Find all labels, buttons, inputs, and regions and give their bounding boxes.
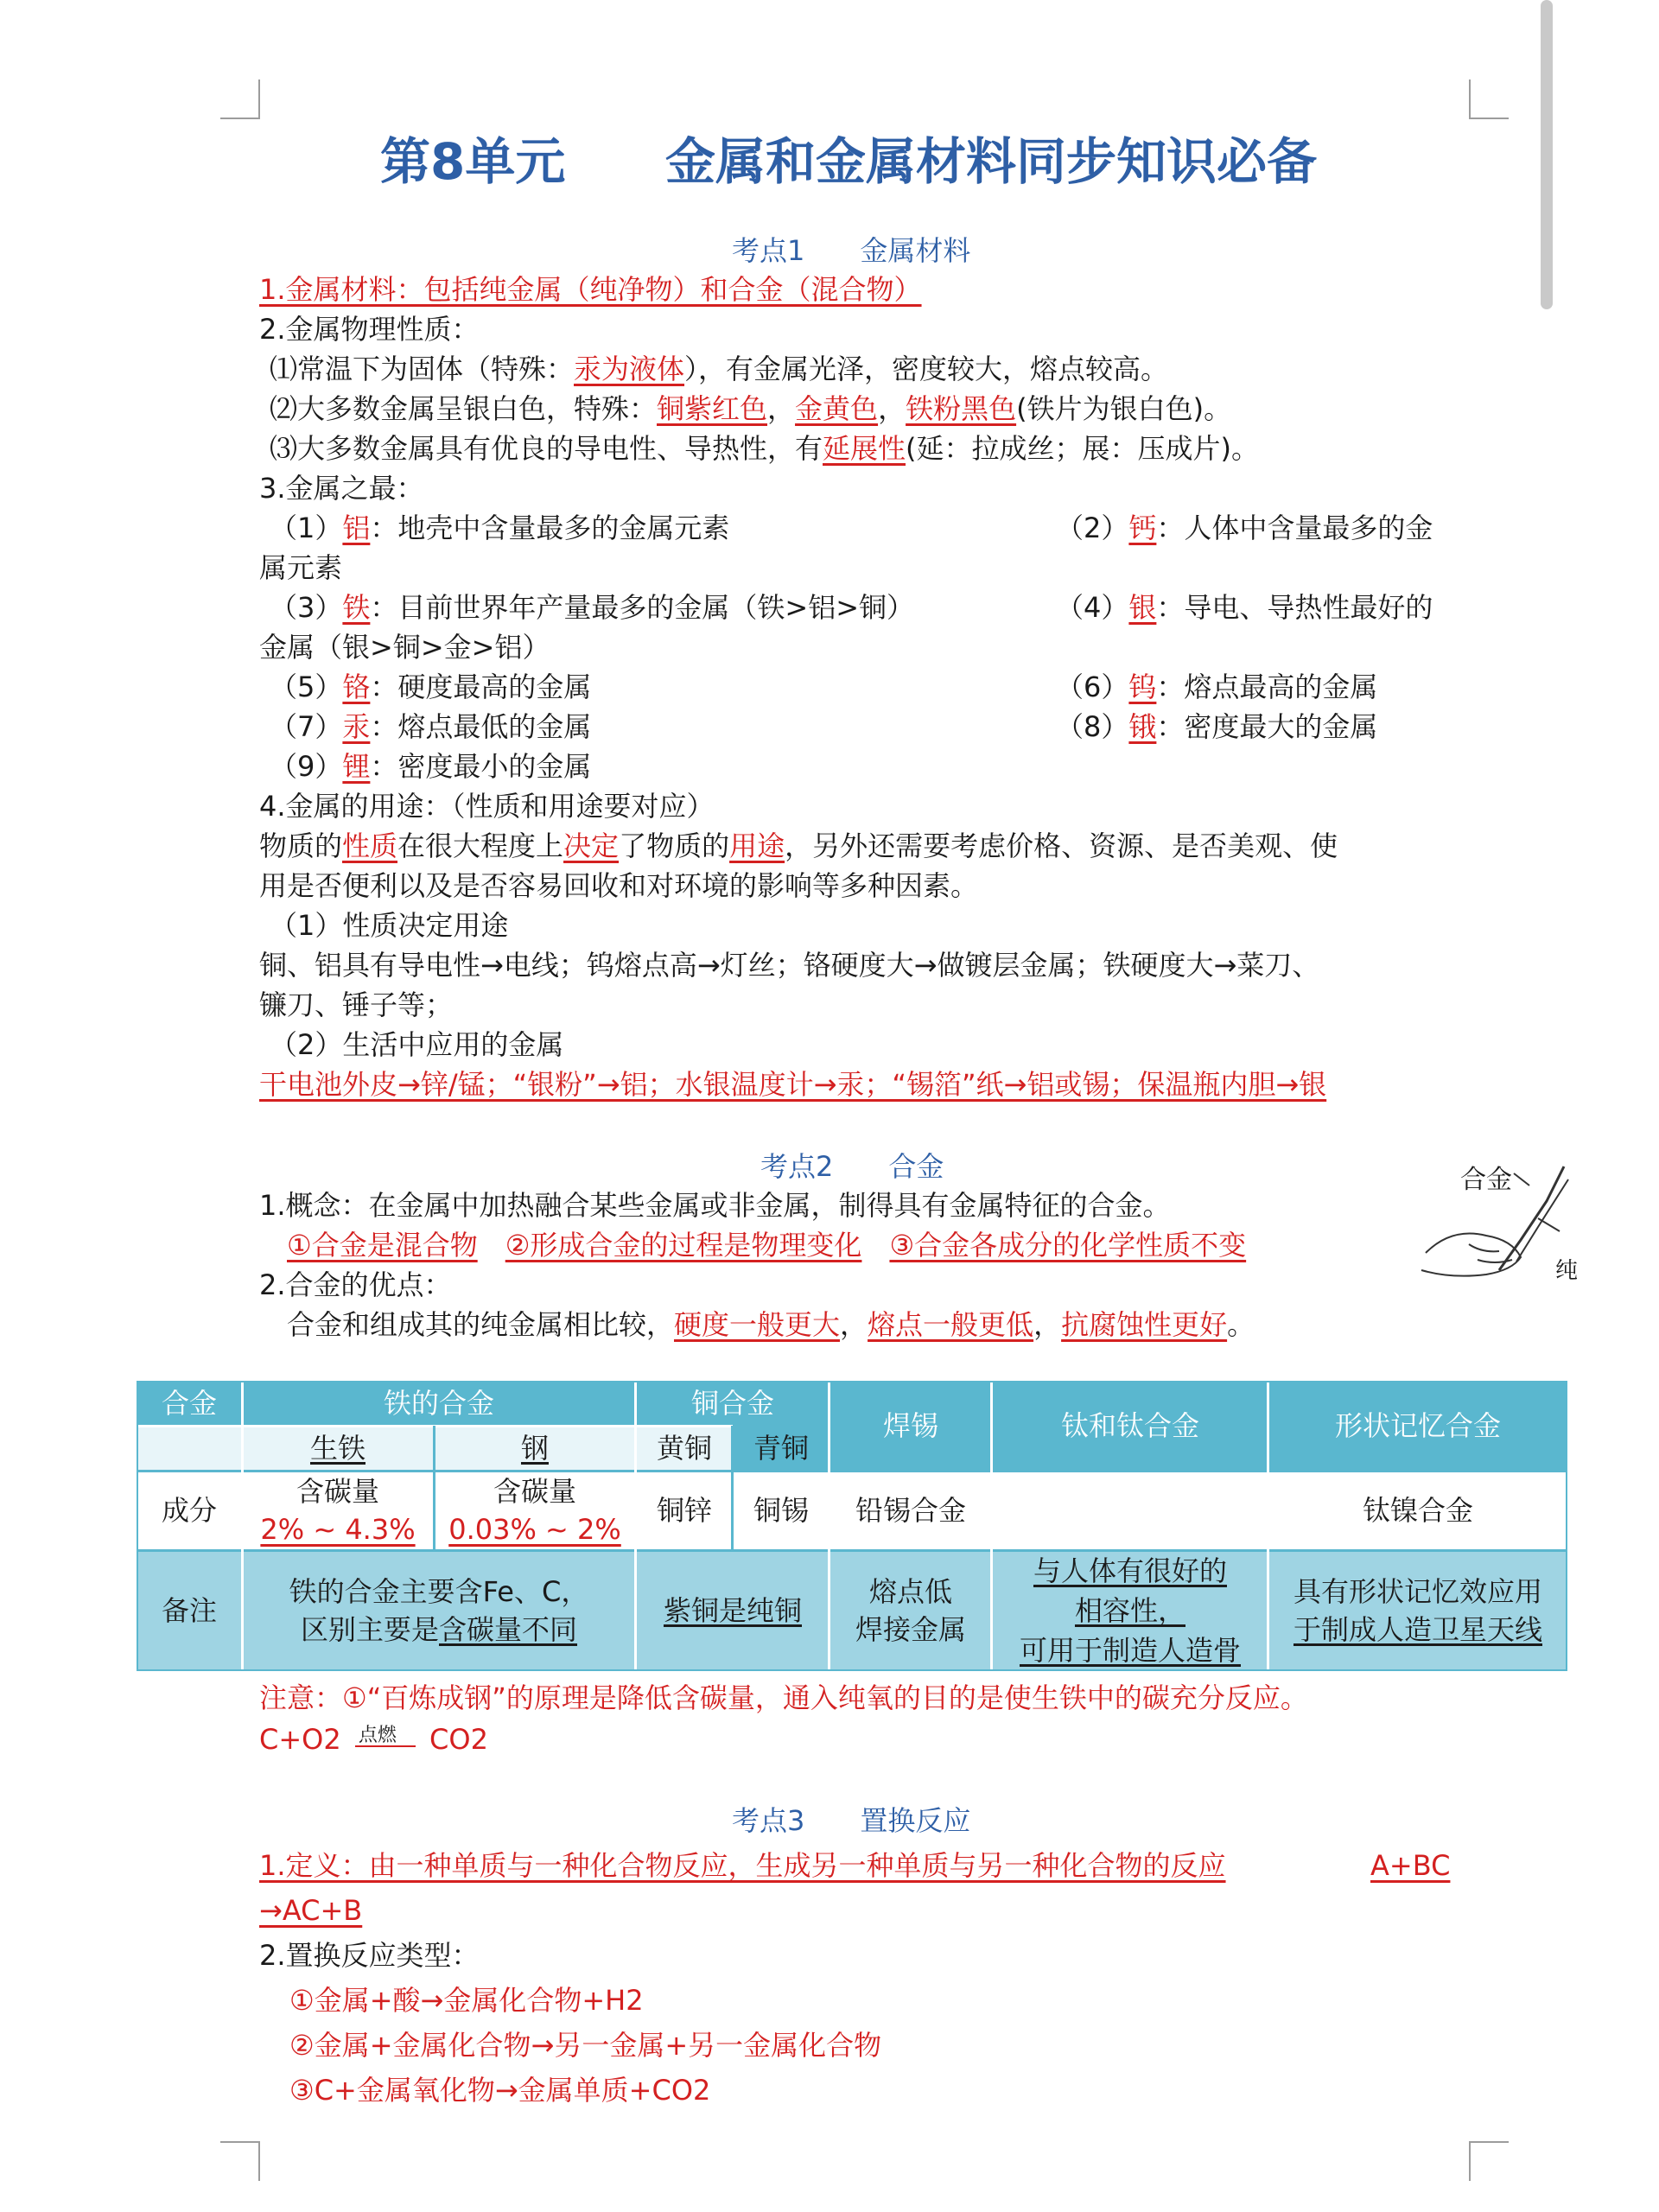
th-bronze: 青铜 xyxy=(753,1432,809,1465)
metal-record-1: （1）铝：地壳中含量最多的金属元素 xyxy=(270,512,730,544)
cell-sma-composition: 钛镍合金 xyxy=(1362,1494,1473,1527)
alloy-scratch-figure xyxy=(1417,1149,1579,1305)
th-pig-iron: 生铁 xyxy=(309,1432,365,1465)
s1-prop-3: ⑶大多数金属具有优良的导电性、导热性，有延展性(延：拉成丝；展：压成片)。 xyxy=(270,432,1260,465)
cell-titanium-composition xyxy=(992,1471,1268,1550)
th-solder: 焊锡 xyxy=(882,1409,938,1442)
section-2-heading: 考点2 合金 xyxy=(760,1150,944,1183)
metal-record-5: （5）铬：硬度最高的金属 xyxy=(270,671,592,703)
cell-solder-remark: 熔点低 焊接金属 xyxy=(855,1575,966,1646)
s1-line-1: 1.金属材料：包括纯金属（纯净物）和合金（混合物） xyxy=(259,273,922,306)
metal-record-2: （2）钙：人体中含量最多的金 xyxy=(1056,512,1433,544)
metal-record-6: （6）钨：熔点最高的金属 xyxy=(1056,671,1378,703)
s1-prop-1: ⑴常温下为固体（特殊：汞为液体），有金属光泽，密度较大，熔点较高。 xyxy=(270,353,1169,385)
corner-mark-bottom-right xyxy=(1469,2141,1509,2181)
s1-line-3: 3.金属之最： xyxy=(259,472,424,505)
metal-record-3: （3）铁：目前世界年产量最多的金属（铁>铝>铜） xyxy=(270,591,915,624)
s2-line-2: ①合金是混合物 ②形成合金的过程是物理变化 ③合金各成分的化学性质不变 xyxy=(287,1229,1247,1262)
hand-holding-metal-icon xyxy=(1417,1149,1573,1305)
note-line: 注意：①“百炼成钢”的原理是降低含碳量，通入纯氧的目的是使生铁中的碳充分反应。 xyxy=(259,1681,1308,1714)
cell-steel-carbon: 含碳量 0.03% ~ 2% xyxy=(448,1475,621,1546)
cell-pig-iron-carbon: 含碳量 2% ~ 4.3% xyxy=(260,1475,416,1546)
th-titanium: 钛和钛合金 xyxy=(1060,1409,1199,1442)
s2-line-1: 1.概念：在金属中加热融合某些金属或非金属，制得具有金属特征的合金。 xyxy=(259,1189,1171,1222)
metal-record-2-wrap: 属元素 xyxy=(259,551,343,584)
th-shape-memory: 形状记忆合金 xyxy=(1334,1409,1501,1442)
figure-label-2: 纯 xyxy=(1555,1258,1579,1284)
corner-mark-top-right xyxy=(1469,79,1509,119)
corner-mark-bottom-left xyxy=(220,2141,260,2181)
figure-label: 合金 xyxy=(1460,1165,1512,1195)
s3-type-3: ③C+金属氧化物→金属单质+CO2 xyxy=(289,2074,711,2107)
cell-bronze-composition: 铜锡 xyxy=(753,1494,809,1527)
cell-brass-composition: 铜锌 xyxy=(656,1494,712,1527)
metal-record-4: （4）银：导电、导热性最好的 xyxy=(1056,591,1433,624)
s3-line-3: 2.置换反应类型： xyxy=(259,1939,480,1972)
s3-formula: A+BC xyxy=(1370,1849,1451,1882)
section-1-heading: 考点1 金属材料 xyxy=(732,234,971,267)
corner-mark-top-left xyxy=(220,79,260,119)
s1-use-4: 铜、铝具有导电性→电线；钨熔点高→灯丝；铬硬度大→做镀层金属；铁硬度大→菜刀、 xyxy=(259,949,1320,982)
s1-use-1: 物质的性质在很大程度上决定了物质的用途，另外还需要考虑价格、资源、是否美观、使 xyxy=(259,830,1338,862)
cell-iron-remark: 铁的合金主要含Fe、C， 区别主要是含碳量不同 xyxy=(289,1575,589,1646)
th-copper-alloy: 铜合金 xyxy=(690,1387,774,1420)
s3-type-2: ②金属+金属化合物→另一金属+另一金属化合物 xyxy=(289,2029,882,2062)
page-title-unit: 第8单元 xyxy=(380,132,566,191)
cell-titanium-remark: 与人体有很好的 相容性， 可用于制造人造骨 xyxy=(1019,1554,1241,1667)
metal-record-8: （8）锇：密度最大的金属 xyxy=(1056,710,1378,743)
s1-use-3: （1）性质决定用途 xyxy=(270,909,509,942)
s1-line-4: 4.金属的用途：（性质和用途要对应） xyxy=(259,790,715,823)
th-iron-alloy: 铁的合金 xyxy=(383,1387,494,1420)
s3-type-1: ①金属+酸→金属化合物+H2 xyxy=(289,1984,644,2017)
s3-line-1: 1.定义：由一种单质与一种化合物反应，生成另一种单质与另一种化合物的反应 xyxy=(259,1849,1226,1882)
s1-use-5: 镰刀、锤子等； xyxy=(259,988,454,1021)
s3-line-2: →AC+B xyxy=(259,1894,363,1927)
page-title: 金属和金属材料同步知识必备 xyxy=(665,132,1318,191)
row-composition-label: 成分 xyxy=(161,1494,217,1527)
s1-use-2: 用是否便利以及是否容易回收和对环境的影响等多种因素。 xyxy=(259,869,979,902)
cell-copper-remark: 紫铜是纯铜 xyxy=(663,1594,802,1627)
s1-use-6: （2）生活中应用的金属 xyxy=(270,1028,564,1061)
alloy-table xyxy=(137,1381,1567,1671)
metal-record-9: （9）锂：密度最小的金属 xyxy=(270,750,592,783)
th-alloy: 合金 xyxy=(161,1387,217,1420)
row-remark-label: 备注 xyxy=(161,1594,217,1627)
cell-sma-remark: 具有形状记忆效应用 于制成人造卫星天线 xyxy=(1293,1575,1542,1646)
th-brass: 黄铜 xyxy=(656,1432,712,1465)
s1-line-2: 2.金属物理性质： xyxy=(259,313,480,346)
cell-solder-composition: 铅锡合金 xyxy=(855,1494,966,1527)
s1-prop-2: ⑵大多数金属呈银白色，特殊：铜紫红色，金黄色，铁粉黑色(铁片为银白色)。 xyxy=(270,392,1232,425)
section-3-heading: 考点3 置换反应 xyxy=(732,1804,971,1837)
th-steel: 钢 xyxy=(520,1432,549,1465)
metal-record-4-wrap: 金属（银>铜>金>铝） xyxy=(259,631,550,664)
s2-line-4: 合金和组成其的纯金属相比较，硬度一般更大，熔点一般更低，抗腐蚀性更好。 xyxy=(287,1308,1255,1341)
s2-line-3: 2.合金的优点： xyxy=(259,1268,452,1301)
s1-use-7: 干电池外皮→锌/锰；“银粉”→铝；水银温度计→汞；“锡箔”纸→铝或锡；保温瓶内胆→银 xyxy=(259,1068,1327,1101)
scrollbar-thumb[interactable] xyxy=(1541,0,1553,309)
metal-record-7: （7）汞：熔点最低的金属 xyxy=(270,710,592,743)
note-equation: C+O2 点燃 CO2 xyxy=(259,1723,488,1756)
